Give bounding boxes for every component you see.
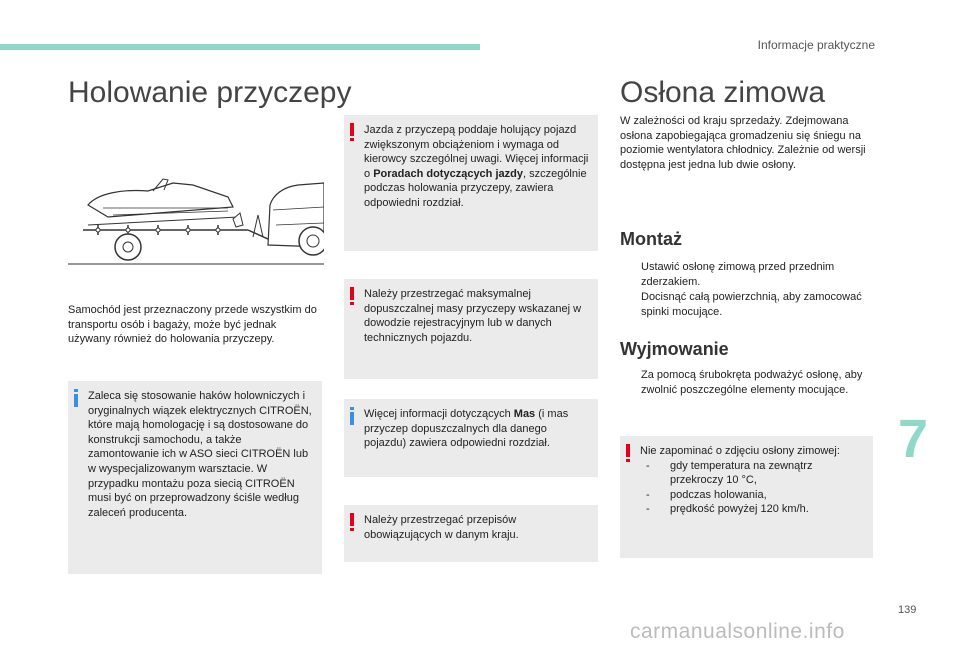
warning-text	[364, 123, 590, 211]
list-item	[640, 459, 865, 488]
list-item-text: Docisnąć całą powierzchnią, aby zamocować spinki mocujące.	[641, 291, 862, 318]
warning-link-driving-advice: Poradach dotyczących jazdy	[373, 167, 523, 180]
warning-text-part: Jazda z przyczepą poddaje holujący pojazd zwiększonym obciążeniom i wymaga od kierowcy szczególnej uwagi. Więcej informacji o	[364, 124, 589, 180]
info-text: Zaleca się stosowanie haków holowniczych i oryginalnych wiązek elektrycznych CITROËN, które mają homologację i są dostosowane do konstrukcji samochodu, a także zamontowanie ich w ASO sieci CITROËN lub w wyspecjalizowanym warsztacie. W przypadku montażu poza siecią CITROËN musi być on przeprowadzony ściśle według zaleceń producenta.	[88, 390, 312, 519]
info-icon	[350, 407, 358, 425]
warning-text	[640, 444, 865, 517]
dash: -	[646, 488, 650, 501]
watermark: carmanualsonline.info	[630, 620, 845, 643]
list-item	[620, 368, 870, 413]
list-item	[620, 260, 870, 290]
warning-icon	[626, 444, 634, 462]
warning-text: Należy przestrzegać maksymalnej dopuszczalnej masy przyczepy wskazanej w dowodzie rejestracyjnym lub w danych technicznych pojazdu.	[364, 288, 582, 344]
warning-box-regulations	[344, 505, 598, 562]
info-box-towbars	[68, 381, 322, 574]
list-item-text: gdy temperatura na zewnątrz przekroczy 10 °C,	[670, 459, 813, 487]
list-item	[640, 502, 865, 517]
info-text	[364, 407, 590, 451]
list-item-text: podczas holowania,	[670, 488, 767, 501]
warning-box-winter-cover	[620, 436, 873, 558]
winter-cover-intro: W zależności od kraju sprzedaży. Zdejmowana osłona zapobiegająca gromadzeniu się śniegu na poziomie wentylatora chłodnicy. Zależnie od wersji dostępna jest jedna lub dwie osłony.	[620, 115, 866, 171]
warning-box-mass	[344, 279, 598, 379]
trailer-illustration	[68, 175, 324, 267]
list-item	[620, 290, 870, 320]
warning-box-driving	[344, 115, 598, 251]
list-item-text: Za pomocą śrubokręta podważyć osłonę, aby zwolnić poszczególne elementy mocujące.	[641, 369, 863, 396]
wyjmowanie-heading: Wyjmowanie	[620, 339, 729, 359]
winter-cover-title: Osłona zimowa	[620, 76, 826, 109]
dash: -	[646, 459, 650, 472]
list-item	[640, 488, 865, 503]
list-item-text: Ustawić osłonę zimową przed przednim zderzakiem.	[641, 261, 835, 288]
towing-intro: Samochód jest przeznaczony przede wszystkim do transportu osób i bagaży, może być jednak używany również do holowania przyczepy.	[68, 304, 317, 346]
chapter-number: 7	[898, 409, 929, 469]
warning-icon	[350, 513, 358, 531]
info-text-part: Więcej informacji dotyczących	[364, 408, 514, 420]
info-icon	[74, 389, 82, 407]
info-box-masses	[344, 399, 598, 477]
warning-text-part: , szczególnie podczas holowania przyczepy, zawiera odpowiedni rozdział.	[364, 167, 587, 209]
info-text-part: (i mas przyczep dopuszczalnych dla danego pojazdu) zawiera odpowiedni rozdział.	[364, 408, 569, 450]
page-title: Holowanie przyczepy	[68, 76, 352, 109]
top-accent-bar	[0, 44, 480, 50]
warning-text: Należy przestrzegać przepisów obowiązujących w danym kraju.	[364, 514, 519, 541]
montaz-heading: Montaż	[620, 229, 682, 249]
info-link-masses: Mas	[513, 408, 536, 420]
list-item-text: prędkość powyżej 120 km/h.	[670, 503, 809, 516]
dash: -	[646, 503, 650, 516]
page-number: 139	[898, 604, 917, 616]
warning-heading: Nie zapominać o zdjęciu osłony zimowej:	[640, 445, 840, 457]
section-header: Informacje praktyczne	[757, 38, 875, 52]
warning-icon	[350, 287, 358, 305]
warning-icon	[350, 123, 358, 141]
